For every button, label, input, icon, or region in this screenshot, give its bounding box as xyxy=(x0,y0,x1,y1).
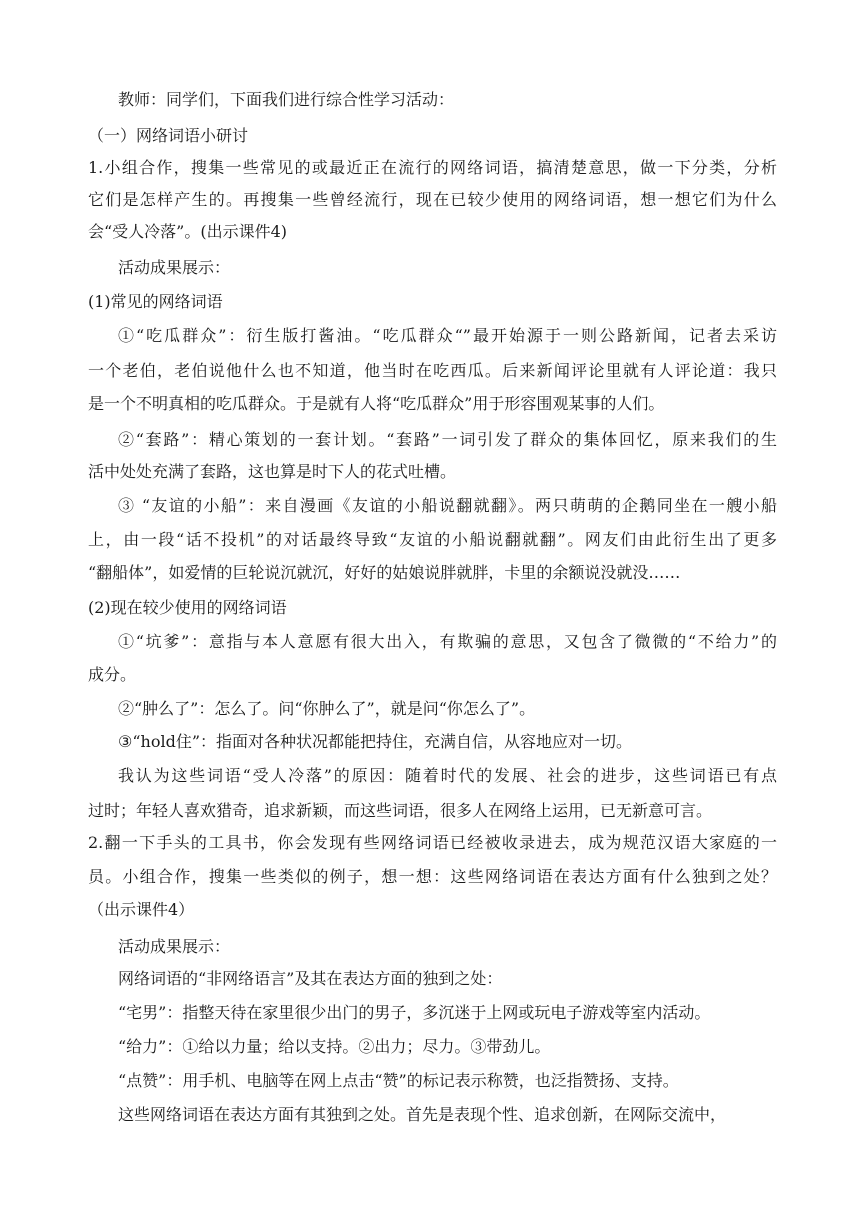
section-heading: （一）网络词语小研讨 xyxy=(88,126,249,145)
paragraph-line: 2.翻一下手头的工具书，你会发现有些网络词语已经被收录进去，成为规范汉语大家庭的一 xyxy=(88,833,777,852)
paragraph-line: 员。小组合作，搜集一些类似的例子，想一想：这些网络词语在表达方面有什么独到之处？ xyxy=(88,867,777,886)
paragraph-line: 活动成果展示： xyxy=(118,258,231,277)
paragraph-line: 1.小组合作，搜集一些常见的或最近正在流行的网络词语，搞清楚意思，做一下分类，分析 xyxy=(88,158,777,177)
paragraph-line: ①“吃瓜群众”：衍生版打酱油。“吃瓜群众“”最开始源于一则公路新闻，记者去采访 xyxy=(118,326,777,345)
paragraph-line: ①“坑爹”：意指与本人意愿有很大出入，有欺骗的意思，又包含了微微的“不给力”的 xyxy=(118,632,777,651)
paragraph-line: 我认为这些词语“受人冷落”的原因：随着时代的发展、社会的进步，这些词语已有点 xyxy=(118,766,777,785)
paragraph-line: 活中处处充满了套路，这也算是时下人的花式吐槽。 xyxy=(88,462,457,481)
subheading: (1)常见的网络词语 xyxy=(88,292,223,311)
subheading: (2)现在较少使用的网络词语 xyxy=(88,598,287,617)
paragraph-line: 会“受人冷落”。(出示课件4) xyxy=(88,222,288,241)
paragraph-line: ②“套路”：精心策划的一套计划。“套路”一词引发了群众的集体回忆，原来我们的生 xyxy=(118,430,777,449)
paragraph-line: ②“肿么了”：怎么了。问“你肿么了”，就是问“你怎么了”。 xyxy=(118,699,536,718)
paragraph-line: “点赞”：用手机、电脑等在网上点击“赞”的标记表示称赞，也泛指赞扬、支持。 xyxy=(118,1071,679,1090)
paragraph-line: ③“hold住”：指面对各种状况都能把持住，充满自信，从容地应对一切。 xyxy=(118,732,633,751)
paragraph-line: 成分。 xyxy=(88,665,137,684)
paragraph-line: 是一个不明真相的吃瓜群众。于是就有人将“吃瓜群众”用于形容围观某事的人们。 xyxy=(88,394,665,413)
paragraph-line: 活动成果展示： xyxy=(118,937,231,956)
paragraph-line: ③ “友谊的小船”：来自漫画《友谊的小船说翻就翻》。两只萌萌的企鹅同坐在一艘小船 xyxy=(118,496,777,515)
paragraph-line: 网络词语的“非网络语言”及其在表达方面的独到之处： xyxy=(118,969,503,988)
paragraph-line: “翻船体”，如爱情的巨轮说沉就沉，好好的姑娘说胖就胖，卡里的余额说没就没…… xyxy=(88,563,681,582)
paragraph-line: 过时；年轻人喜欢猎奇，追求新颖，而这些词语，很多人在网络上运用，已无新意可言。 xyxy=(88,801,713,820)
paragraph-line: 这些网络词语在表达方面有其独到之处。首先是表现个性、追求创新，在网际交流中， xyxy=(118,1105,727,1124)
paragraph-line: 上，由一段“话不投机”的对话最终导致“友谊的小船说翻就翻”。网友们由此衍生出了更多 xyxy=(88,530,777,549)
paragraph-line: （出示课件4） xyxy=(88,900,195,919)
paragraph-line: “宅男”：指整天待在家里很少出门的男子，多沉迷于上网或玩电子游戏等室内活动。 xyxy=(118,1003,711,1022)
paragraph-line: 一个老伯，老伯说他什么也不知道，他当时在吃西瓜。后来新闻评论里就有人评论道：我只 xyxy=(88,361,777,380)
paragraph-line: “给力”：①给以力量；给以支持。②出力；尽力。③带劲儿。 xyxy=(118,1037,551,1056)
paragraph-line: 它们是怎样产生的。再搜集一些曾经流行，现在已较少使用的网络词语，想一想它们为什么 xyxy=(88,190,777,209)
intro-line: 教师：同学们，下面我们进行综合性学习活动： xyxy=(118,90,455,109)
